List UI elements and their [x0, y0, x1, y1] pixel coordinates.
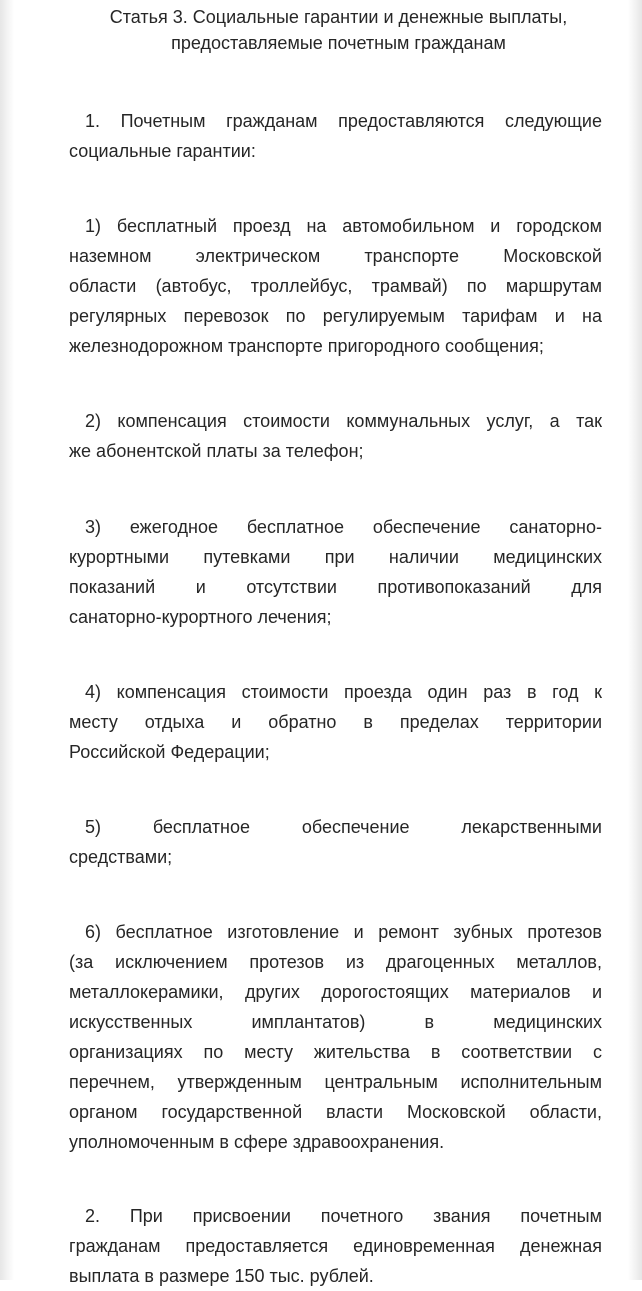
- text-line: показаний и отсутствии противопоказаний для: [69, 577, 602, 597]
- text-line: 2. При присвоении почетного звания почетным: [85, 1206, 602, 1226]
- list-item-2: [69, 406, 602, 466]
- text-line: 4) компенсация стоимости проезда один раз в год к: [85, 682, 602, 702]
- text-line: месту отдыха и обратно в пределах территории: [69, 712, 602, 732]
- text-line: 1. Почетным гражданам предоставляются следующие: [85, 111, 602, 131]
- list-item-5: [69, 812, 602, 872]
- text-line: Российской Федерации;: [69, 742, 270, 762]
- text-line: перечнем, утвержденным центральным исполнительным: [69, 1072, 602, 1092]
- article-title-line: Статья 3. Социальные гарантии и денежные выплаты,: [109, 7, 568, 27]
- text-line: регулярных перевозок по регулируемым тарифам и на: [69, 306, 602, 326]
- list-item-4: [69, 677, 602, 767]
- text-line: социальные гарантии:: [69, 141, 256, 161]
- text-line: 6) бесплатное изготовление и ремонт зубных протезов: [85, 922, 602, 942]
- list-item-3: [69, 512, 602, 632]
- text-line: 3) ежегодное бесплатное обеспечение санаторно-: [85, 517, 602, 537]
- page-left-shadow: [0, 0, 14, 1280]
- text-line: курортными путевками при наличии медицинских: [69, 547, 602, 567]
- text-line: гражданам предоставляется единовременная денежная: [69, 1236, 602, 1256]
- text-line: (за исключением протезов из драгоценных металлов,: [69, 952, 602, 972]
- text-line: органом государственной власти Московской области,: [69, 1102, 602, 1122]
- text-line: средствами;: [69, 847, 173, 867]
- article-title-line: предоставляемые почетным гражданам: [171, 33, 506, 53]
- text-line: 5) бесплатное обеспечение лекарственными: [85, 817, 602, 837]
- text-line: 1) бесплатный проезд на автомобильном и городском: [85, 216, 602, 236]
- text-line: металлокерамики, других дорогостоящих материалов и: [69, 982, 602, 1002]
- document-body: [69, 4, 602, 1291]
- text-line: наземном электрическом транспорте Московской: [69, 246, 602, 266]
- text-line: уполномоченным в сфере здравоохранения.: [69, 1132, 445, 1152]
- text-line: санаторно-курортного лечения;: [69, 607, 332, 627]
- paragraph-part-2: [69, 1201, 602, 1291]
- text-line: организациях по месту жительства в соответствии с: [69, 1042, 602, 1062]
- text-line: области (автобус, троллейбус, трамвай) по маршрутам: [69, 276, 602, 296]
- text-line: 2) компенсация стоимости коммунальных услуг, а так: [85, 411, 602, 431]
- paragraph-part-1-intro: [69, 106, 602, 166]
- article-title: [69, 4, 602, 56]
- page-right-shadow: [628, 0, 642, 1280]
- list-item-1: [69, 211, 602, 361]
- text-line: железнодорожном транспорте пригородного сообщения;: [69, 336, 544, 356]
- text-line: же абонентской платы за телефон;: [69, 441, 364, 461]
- list-item-6: [69, 917, 602, 1157]
- text-line: искусственных имплантатов) в медицинских: [69, 1012, 602, 1032]
- text-line: выплата в размере 150 тыс. рублей.: [69, 1266, 374, 1286]
